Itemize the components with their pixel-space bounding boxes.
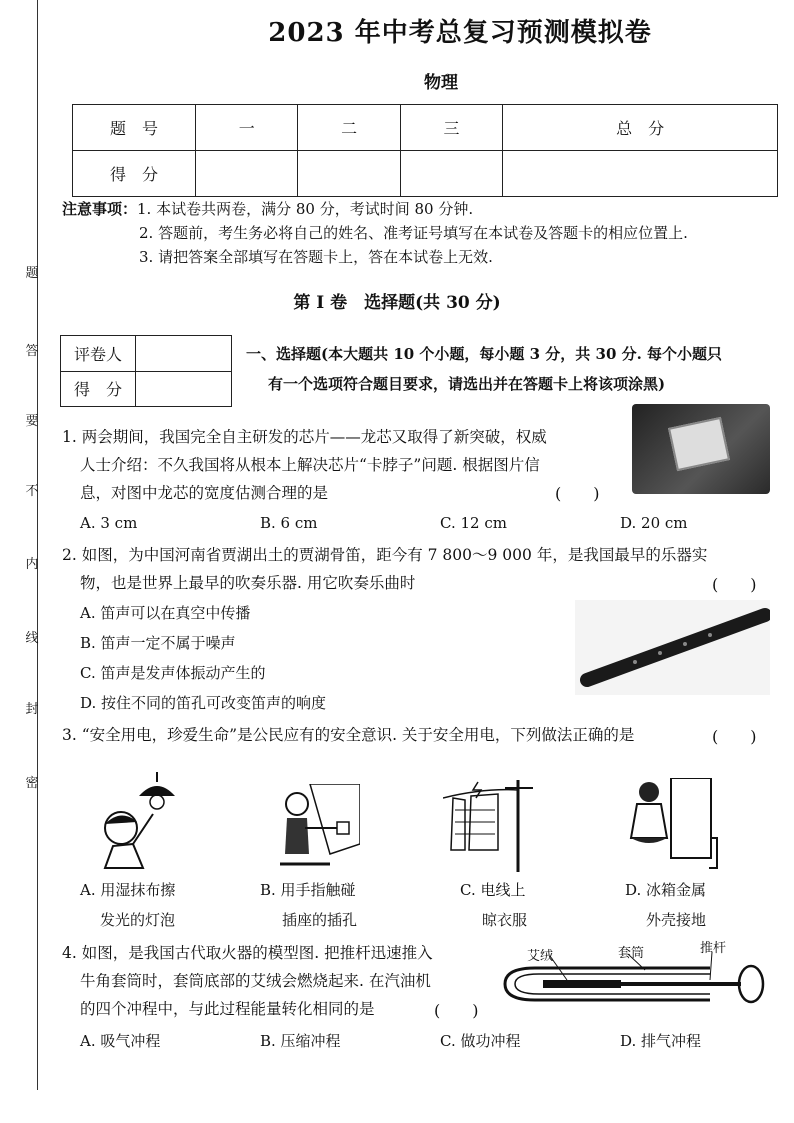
grader-score-label: 得 分 [61, 371, 136, 407]
grader-reviewer-cell[interactable] [136, 336, 232, 372]
chip-photo [632, 404, 770, 494]
answer-bracket: ( ) [555, 484, 600, 503]
note-item: 2. 答题前，考生务必将自己的姓名、准考证号填写在本试卷及答题卡的相应位置上. [139, 224, 688, 242]
score-header-part1: 一 [196, 105, 298, 151]
fridge-grounding-image [623, 778, 718, 873]
wet-cloth-lamp-image [95, 772, 185, 870]
notes [62, 197, 688, 269]
option-c: C. 12 cm [440, 514, 507, 532]
option-b: B. 压缩冲程 [260, 1032, 341, 1050]
score-header-label: 题 号 [73, 105, 196, 151]
option-b: B. 6 cm [260, 514, 318, 532]
grader-table [60, 335, 232, 407]
option-d-line1: D. 冰箱金属 [625, 881, 707, 899]
margin-char: 不 [25, 484, 39, 499]
note-item: 1. 本试卷共两卷，满分 80 分，考试时间 80 分钟. [137, 200, 474, 218]
instruction-line1: 一、选择题(本大题共 10 个小题，每小题 3 分，共 30 分. 每个小题只 [246, 345, 723, 363]
answer-bracket: ( ) [434, 1001, 479, 1020]
question-2-line: 物，也是世界上最早的吹奏乐器. 用它吹奏乐曲时 [80, 574, 416, 592]
score-cell[interactable] [503, 151, 778, 197]
option-a: A. 笛声可以在真空中传播 [80, 604, 251, 622]
margin-char: 密 [25, 776, 39, 791]
option-b: B. 笛声一定不属于噪声 [80, 634, 236, 652]
notes-label: 注意事项： [62, 200, 138, 218]
grader-score-cell[interactable] [136, 371, 232, 407]
option-d-line2: 外壳接地 [646, 911, 707, 929]
score-cell[interactable] [400, 151, 502, 197]
option-a: A. 3 cm [80, 514, 138, 532]
exam-title: 2023 年中考总复习预测模拟卷 [268, 18, 652, 48]
option-c-line2: 晾衣服 [482, 911, 528, 929]
option-b-line2: 插座的插孔 [282, 911, 358, 929]
question-1-line: 人士介绍：不久我国将从根本上解决芯片“卡脖子”问题. 根据图片信 [80, 456, 540, 474]
instruction-line2: 有一个选项符合题目要求，请选出并在答题卡上将该项涂黑) [268, 375, 666, 393]
grader-reviewer-label: 评卷人 [61, 336, 136, 372]
score-table [72, 104, 778, 197]
option-b-line1: B. 用手指触碰 [260, 881, 356, 899]
chip-shape [668, 417, 730, 471]
note-item: 3. 请把答案全部填写在答题卡上，答在本试卷上无效. [139, 248, 493, 266]
option-c-line1: C. 电线上 [460, 881, 526, 899]
exam-subject: 物理 [424, 73, 458, 93]
score-header-total: 总 分 [503, 105, 778, 151]
socket-finger-image [275, 784, 360, 869]
question-3-line: 3. “安全用电，珍爱生命”是公民应有的安全意识. 关于安全用电，下列做法正确的是 [62, 726, 635, 744]
diagram-label-moxa: 艾绒 [527, 949, 554, 964]
option-c: C. 做功冲程 [440, 1032, 521, 1050]
margin-char: 线 [25, 631, 39, 646]
clothes-on-wire-image [443, 780, 543, 872]
option-a-line2: 发光的灯泡 [100, 911, 176, 929]
option-c: C. 笛声是发声体振动产生的 [80, 664, 266, 682]
question-1-line: 息，对图中龙芯的宽度估测合理的是 [80, 484, 329, 502]
margin-char: 题 [25, 266, 39, 281]
answer-bracket: ( ) [712, 575, 757, 594]
question-2-line: 2. 如图，为中国河南省贾湖出土的贾湖骨笛，距今有 7 800～9 000 年，是我国最早的乐器实 [62, 546, 708, 564]
question-4-line: 的四个冲程中，与此过程能量转化相同的是 [80, 1000, 375, 1018]
option-d: D. 20 cm [620, 514, 688, 532]
option-d: D. 按住不同的笛孔可改变笛声的响度 [80, 694, 327, 712]
question-4-line: 牛角套筒时，套筒底部的艾绒会燃烧起来. 在汽油机 [80, 972, 431, 990]
margin-char: 内 [25, 557, 39, 572]
score-header-part2: 二 [298, 105, 400, 151]
option-d: D. 排气冲程 [620, 1032, 702, 1050]
score-row-label: 得 分 [73, 151, 196, 197]
section-title: 第 I 卷 选择题(共 30 分) [293, 293, 501, 313]
answer-bracket: ( ) [712, 727, 757, 746]
bone-flute-image [575, 600, 770, 695]
binding-line [37, 0, 38, 1090]
question-1-line: 1. 两会期间，我国完全自主研发的芯片——龙芯又取得了新突破，权威 [62, 428, 547, 446]
diagram-label-sleeve: 套筒 [618, 946, 645, 961]
margin-char: 答 [25, 344, 39, 359]
question-4-line: 4. 如图，是我国古代取火器的模型图. 把推杆迅速推入 [62, 944, 433, 962]
margin-char: 要 [25, 414, 39, 429]
score-cell[interactable] [196, 151, 298, 197]
diagram-label-pushrod: 推杆 [700, 941, 727, 956]
margin-char: 封 [25, 702, 39, 717]
score-header-part3: 三 [400, 105, 502, 151]
option-a: A. 吸气冲程 [80, 1032, 161, 1050]
score-cell[interactable] [298, 151, 400, 197]
option-a-line1: A. 用湿抹布擦 [80, 881, 176, 899]
